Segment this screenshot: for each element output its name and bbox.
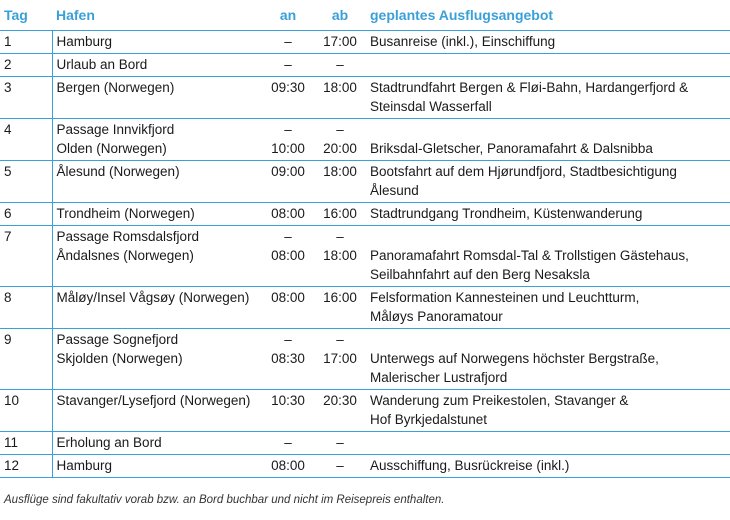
table-row bbox=[0, 203, 730, 226]
table-row bbox=[0, 31, 730, 54]
port-cell-line: Åndalsnes (Norwegen) bbox=[56, 248, 194, 263]
table-row bbox=[0, 226, 730, 287]
arrival-cell bbox=[262, 161, 314, 203]
port-cell bbox=[52, 77, 262, 119]
port-cell-line: Olden (Norwegen) bbox=[56, 141, 167, 156]
departure-cell-line: 20:00 bbox=[323, 141, 357, 156]
departure-cell-line: 16:00 bbox=[323, 206, 357, 221]
arrival-cell bbox=[262, 287, 314, 329]
excursion-cell-line: Panoramafahrt Romsdal-Tal & Trollstigen Gästehaus, bbox=[370, 248, 689, 263]
excursion-cell-line: Seilbahnfahrt auf den Berg Nesaksla bbox=[370, 267, 590, 282]
arrival-cell-line: 08:00 bbox=[271, 290, 305, 305]
departure-cell bbox=[314, 226, 366, 287]
departure-cell bbox=[314, 455, 366, 478]
excursion-cell bbox=[366, 54, 730, 77]
departure-cell bbox=[314, 161, 366, 203]
arrival-cell-line: 10:00 bbox=[271, 141, 305, 156]
excursion-cell-line bbox=[370, 433, 726, 452]
port-cell bbox=[52, 226, 262, 287]
excursion-cell-line: Ålesund bbox=[370, 183, 419, 198]
arrival-cell-line: 10:30 bbox=[271, 393, 305, 408]
port-cell-line: Passage Innvikfjord bbox=[56, 122, 175, 137]
arrival-cell-line: 08:00 bbox=[271, 206, 305, 221]
excursion-cell-line: Måløys Panoramatour bbox=[370, 309, 503, 324]
port-cell-line: Passage Romsdalsfjord bbox=[56, 229, 200, 244]
excursion-cell-line bbox=[370, 227, 726, 246]
arrival-cell bbox=[262, 31, 314, 54]
arrival-cell bbox=[262, 119, 314, 161]
arrival-cell-line: – bbox=[284, 435, 292, 450]
departure-cell bbox=[314, 119, 366, 161]
excursion-cell-line: Bootsfahrt auf dem Hjørundfjord, Stadtbesichtigung bbox=[370, 164, 677, 179]
departure-cell bbox=[314, 77, 366, 119]
departure-cell-line: 17:00 bbox=[323, 34, 357, 49]
table-row bbox=[0, 455, 730, 478]
excursion-cell-line: Ausschiffung, Busrückreise (inkl.) bbox=[370, 458, 570, 473]
footnote: Ausflüge sind fakultativ vorab bzw. an Bord buchbar und nicht im Reisepreis enthalten. bbox=[4, 494, 445, 506]
excursion-cell-line bbox=[370, 120, 726, 139]
port-cell bbox=[52, 203, 262, 226]
excursion-cell bbox=[366, 455, 730, 478]
departure-cell-line: – bbox=[336, 122, 344, 137]
port-cell bbox=[52, 390, 262, 432]
table-header bbox=[0, 0, 730, 31]
port-cell-line: Måløy/Insel Vågsøy (Norwegen) bbox=[56, 290, 250, 305]
departure-cell-line: 16:00 bbox=[323, 290, 357, 305]
departure-cell-line: – bbox=[336, 435, 344, 450]
excursion-cell-line bbox=[370, 55, 726, 74]
day-cell: 3 bbox=[0, 77, 52, 119]
arrival-cell-line: – bbox=[284, 122, 292, 137]
port-cell-line: Erholung an Bord bbox=[56, 435, 162, 450]
day-cell: 2 bbox=[0, 54, 52, 77]
day-cell: 6 bbox=[0, 203, 52, 226]
day-cell: 9 bbox=[0, 329, 52, 390]
header-tag: Tag bbox=[0, 0, 52, 31]
table-row bbox=[0, 390, 730, 432]
port-cell bbox=[52, 329, 262, 390]
departure-cell-line: – bbox=[336, 458, 344, 473]
arrival-cell-line: 09:00 bbox=[271, 164, 305, 179]
departure-cell-line: 18:00 bbox=[323, 164, 357, 179]
excursion-cell bbox=[366, 161, 730, 203]
port-cell-line: Hamburg bbox=[56, 458, 113, 473]
table-row bbox=[0, 119, 730, 161]
table-row bbox=[0, 77, 730, 119]
header-port: Hafen bbox=[52, 0, 262, 31]
table-row bbox=[0, 432, 730, 455]
departure-cell bbox=[314, 203, 366, 226]
arrival-cell bbox=[262, 54, 314, 77]
arrival-cell bbox=[262, 329, 314, 390]
header-departure: ab bbox=[314, 0, 366, 31]
departure-cell bbox=[314, 390, 366, 432]
arrival-cell bbox=[262, 226, 314, 287]
excursion-cell bbox=[366, 329, 730, 390]
excursion-cell-line: Busanreise (inkl.), Einschiffung bbox=[370, 34, 556, 49]
departure-cell bbox=[314, 54, 366, 77]
port-cell bbox=[52, 119, 262, 161]
excursion-cell bbox=[366, 119, 730, 161]
excursion-cell bbox=[366, 432, 730, 455]
excursion-cell-line: Stadtrundgang Trondheim, Küstenwanderung bbox=[370, 206, 643, 221]
port-cell bbox=[52, 287, 262, 329]
port-cell bbox=[52, 54, 262, 77]
departure-cell bbox=[314, 432, 366, 455]
excursion-cell-line: Malerischer Lustrafjord bbox=[370, 370, 508, 385]
excursion-cell bbox=[366, 203, 730, 226]
arrival-cell bbox=[262, 432, 314, 455]
arrival-cell bbox=[262, 455, 314, 478]
port-cell bbox=[52, 161, 262, 203]
header-arrival: an bbox=[262, 0, 314, 31]
arrival-cell bbox=[262, 390, 314, 432]
excursion-cell-line: Hof Byrkjedalstunet bbox=[370, 412, 488, 427]
port-cell-line: Hamburg bbox=[56, 34, 113, 49]
port-cell bbox=[52, 455, 262, 478]
excursion-cell bbox=[366, 287, 730, 329]
table-row bbox=[0, 54, 730, 77]
day-cell: 10 bbox=[0, 390, 52, 432]
port-cell-line: Bergen (Norwegen) bbox=[56, 80, 175, 95]
departure-cell-line: 18:00 bbox=[323, 80, 357, 95]
table-body bbox=[0, 31, 730, 478]
excursion-cell-line bbox=[370, 330, 726, 349]
port-cell-line: Urlaub an Bord bbox=[56, 57, 148, 72]
departure-cell bbox=[314, 31, 366, 54]
port-cell-line: Skjolden (Norwegen) bbox=[56, 351, 183, 366]
arrival-cell-line: 09:30 bbox=[271, 80, 305, 95]
excursion-cell-line: Steinsdal Wasserfall bbox=[370, 99, 492, 114]
departure-cell-line: – bbox=[336, 57, 344, 72]
excursion-cell bbox=[366, 226, 730, 287]
table-row bbox=[0, 161, 730, 203]
departure-cell bbox=[314, 329, 366, 390]
day-cell: 11 bbox=[0, 432, 52, 455]
arrival-cell-line: – bbox=[284, 229, 292, 244]
excursion-cell-line: Wanderung zum Preikestolen, Stavanger & bbox=[370, 393, 629, 408]
excursion-cell-line: Briksdal-Gletscher, Panoramafahrt & Dalsnibba bbox=[370, 141, 653, 156]
excursion-cell bbox=[366, 77, 730, 119]
excursion-cell bbox=[366, 31, 730, 54]
arrival-cell-line: 08:30 bbox=[271, 351, 305, 366]
excursion-cell bbox=[366, 390, 730, 432]
arrival-cell-line: 08:00 bbox=[271, 458, 305, 473]
departure-cell-line: – bbox=[336, 332, 344, 347]
excursion-cell-line: Stadtrundfahrt Bergen & Fløi-Bahn, Hardangerfjord & bbox=[370, 80, 689, 95]
port-cell bbox=[52, 432, 262, 455]
port-cell bbox=[52, 31, 262, 54]
arrival-cell bbox=[262, 77, 314, 119]
arrival-cell-line: – bbox=[284, 332, 292, 347]
day-cell: 8 bbox=[0, 287, 52, 329]
port-cell-line: Stavanger/Lysefjord (Norwegen) bbox=[56, 393, 251, 408]
arrival-cell bbox=[262, 203, 314, 226]
departure-cell-line: – bbox=[336, 229, 344, 244]
table-row bbox=[0, 287, 730, 329]
departure-cell-line: 20:30 bbox=[323, 393, 357, 408]
table-row bbox=[0, 329, 730, 390]
excursion-cell-line: Felsformation Kannesteinen und Leuchtturm, bbox=[370, 290, 640, 305]
departure-cell bbox=[314, 287, 366, 329]
day-cell: 7 bbox=[0, 226, 52, 287]
port-cell-line: Passage Sognefjord bbox=[56, 332, 179, 347]
day-cell: 4 bbox=[0, 119, 52, 161]
day-cell: 1 bbox=[0, 31, 52, 54]
arrival-cell-line: – bbox=[284, 57, 292, 72]
arrival-cell-line: – bbox=[284, 34, 292, 49]
departure-cell-line: 17:00 bbox=[323, 351, 357, 366]
departure-cell-line: 18:00 bbox=[323, 248, 357, 263]
arrival-cell-line: 08:00 bbox=[271, 248, 305, 263]
excursion-cell-line: Unterwegs auf Norwegens höchster Bergstraße, bbox=[370, 351, 659, 366]
header-excursion: geplantes Ausflugsangebot bbox=[366, 0, 730, 31]
day-cell: 5 bbox=[0, 161, 52, 203]
port-cell-line: Trondheim (Norwegen) bbox=[56, 206, 195, 221]
port-cell-line: Ålesund (Norwegen) bbox=[56, 164, 180, 179]
day-cell: 12 bbox=[0, 455, 52, 478]
